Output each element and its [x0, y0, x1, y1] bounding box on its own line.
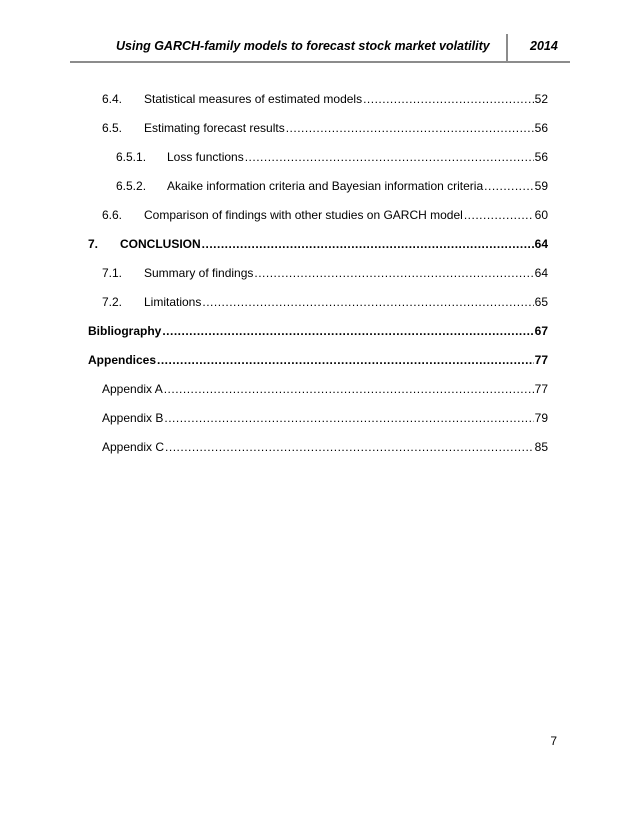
toc-entry-number: 6.5.: [102, 121, 123, 135]
toc-entry-title: Comparison of findings with other studies on GARCH model: [144, 208, 463, 222]
toc-leader-dots: [254, 266, 533, 280]
toc-entry-number: 6.5.2.: [116, 179, 147, 193]
toc-entry-page: 60: [534, 208, 548, 222]
toc-leader-dots: [484, 179, 533, 193]
toc-leader-dots: [162, 324, 533, 338]
toc-entry-7-2[interactable]: [102, 295, 548, 311]
page-header: [70, 34, 570, 61]
toc-leader-dots: [157, 353, 534, 367]
header-year: 2014: [530, 39, 558, 53]
toc-entry-title: Appendix B: [102, 411, 164, 425]
toc-entry-number: 6.4.: [102, 92, 123, 106]
toc-entry-page: 52: [534, 92, 548, 106]
toc-entry-bibliography[interactable]: [88, 324, 548, 340]
toc-entry-number: 7.: [88, 237, 99, 251]
toc-leader-dots: [164, 382, 534, 396]
toc-entry-title: Limitations: [144, 295, 202, 309]
toc-entry-page: 64: [534, 237, 548, 251]
toc-entry-title: Akaike information criteria and Bayesian information criteria: [167, 179, 484, 193]
toc-entry-page: 65: [534, 295, 548, 309]
toc-entry-6-5-1[interactable]: [116, 150, 548, 166]
toc-leader-dots: [164, 411, 533, 425]
toc-entry-6-5-2[interactable]: [116, 179, 548, 195]
toc-leader-dots: [286, 121, 534, 135]
toc-entry-title: Appendices: [88, 353, 157, 367]
toc-entry-7-1[interactable]: [102, 266, 548, 282]
toc-entry-page: 56: [534, 121, 548, 135]
toc-entry-6-4[interactable]: [102, 92, 548, 108]
toc-entry-title: Appendix A: [102, 382, 163, 396]
toc-entry-appendix-a[interactable]: [102, 382, 548, 398]
footer-page-number: 7: [550, 734, 557, 748]
toc-entry-number: 7.2.: [102, 295, 123, 309]
toc-entry-title: Statistical measures of estimated models: [144, 92, 363, 106]
toc-entry-page: 77: [534, 353, 548, 367]
toc-entry-page: 64: [534, 266, 548, 280]
toc-leader-dots: [202, 237, 534, 251]
header-rule: [70, 61, 570, 63]
toc-leader-dots: [245, 150, 534, 164]
toc-entry-title: Bibliography: [88, 324, 162, 338]
toc-leader-dots: [165, 440, 534, 454]
toc-entry-page: 77: [534, 382, 548, 396]
toc-entry-number: 6.6.: [102, 208, 123, 222]
toc-leader-dots: [202, 295, 533, 309]
toc-entry-number: 6.5.1.: [116, 150, 147, 164]
toc-entry-title: Estimating forecast results: [144, 121, 285, 135]
toc-entry-page: 59: [534, 179, 548, 193]
toc-entry-appendix-c[interactable]: [102, 440, 548, 456]
header-title: Using GARCH-family models to forecast stock market volatility: [116, 39, 490, 53]
toc-entry-appendix-b[interactable]: [102, 411, 548, 427]
toc-entry-7[interactable]: [88, 237, 548, 253]
toc-entry-appendices[interactable]: [88, 353, 548, 369]
toc-entry-6-6[interactable]: [102, 208, 548, 224]
header-divider: [506, 34, 508, 61]
toc-entry-page: 79: [534, 411, 548, 425]
toc-entry-title: Appendix C: [102, 440, 165, 454]
toc-leader-dots: [363, 92, 534, 106]
toc-entry-6-5[interactable]: [102, 121, 548, 137]
toc-entry-title: Loss functions: [167, 150, 244, 164]
toc-entry-page: 67: [534, 324, 548, 338]
toc-leader-dots: [464, 208, 534, 222]
toc-entry-page: 85: [534, 440, 548, 454]
toc-entry-title: Summary of findings: [144, 266, 254, 280]
toc-entry-page: 56: [534, 150, 548, 164]
toc-entry-number: 7.1.: [102, 266, 123, 280]
toc-entry-title: CONCLUSION: [120, 237, 201, 251]
